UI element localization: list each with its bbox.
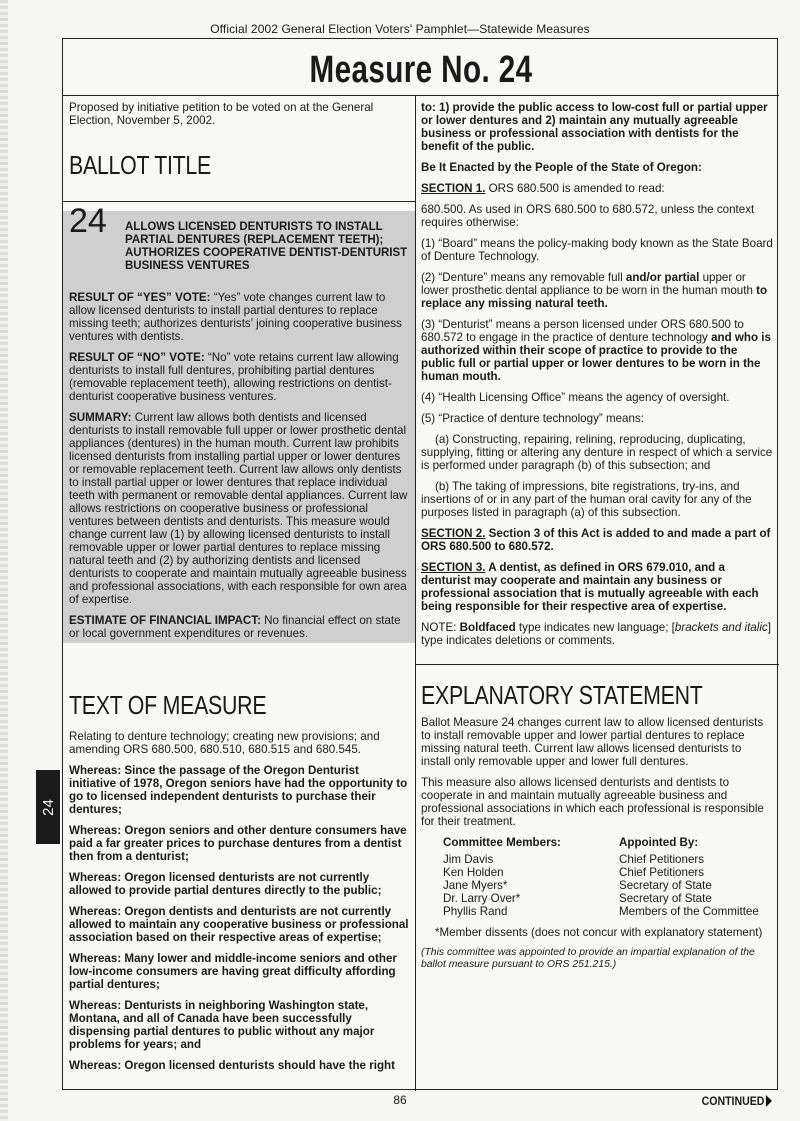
appointed-by: Secretary of State [619,879,712,892]
whereas-7: Whereas: Oregon licensed denturists should have the right [69,1059,395,1072]
section-2 [421,527,773,553]
definition-2-part-a: (2) “Denture” means any removable full [421,271,626,284]
section-2-label: SECTION 2. [421,527,486,540]
measure-title: Measure No. 24 [309,49,533,91]
definition-2 [421,271,773,310]
section-3-text: A dentist, as defined in ORS 679.010, and a denturist may cooperate and maintain any business or professional association that is mutually agreeable with each being responsible for their respective area of expertise. [421,561,759,613]
column-divider [415,95,416,1091]
summary-text: Current law allows both dentists and licensed denturists to install removable full upper or lower prosthetic dental appliances (dentures) in the human mouth. Current law prohibits licensed denturists from installing partial upper or lower dentures or removable replacement teeth. Current law allows only dentists to install partial upper or lower dentures that replace individual teeth with permanent or removable dental appliances. Current law allows restrictions on cooperative business or professional ventures between dentists and denturists. This measure would change current law (1) by allowing licensed denturists to install removable upper or lower partial dentures to replace missing natural teeth and (2) by authorizing dentists and licensed denturists to cooperate and maintain mutually agreeable business and professional associations, with each responsible for own area of expertise. [69,411,408,606]
section-2-text: Section 3 of this Act is added to and made a part of ORS 680.500 to 680.572. [421,527,771,553]
committee-members-heading: Committee Members: [443,836,561,849]
definition-3-part-b: and who is authorized within their scope of practice to provide to the public full or partial upper or lower dentures to be worn in the human mouth. [421,331,771,383]
whereas-6: Whereas: Denturists in neighboring Washington state, Montana, and all of Canada have been successfully dispensing partial dentures to public without any major problems for years; and [69,999,375,1051]
definition-5a: (a) Constructing, repairing, relining, reproducing, duplicating, supplying, fitting or altering any denture in respect of which a service is performed under paragraph (b) of this subsection; and [421,433,773,472]
member-name: Jane Myers* [443,879,508,892]
note-part-d: brackets and italic [674,621,768,634]
member-name: Ken Holden [443,866,504,879]
title-rule [63,95,779,96]
measure-frame [62,38,778,1090]
text-of-measure-section [69,690,409,1080]
section-1-text: ORS 680.500 is amended to read: [485,182,665,195]
page-header: Official 2002 General Election Voters' Pamphlet—Statewide Measures [210,22,590,36]
continued-label: CONTINUED [701,1094,765,1108]
member-name: Phyllis Rand [443,905,508,918]
measure-text-continued [421,101,773,655]
member-dissent-note: *Member dissents (does not concur with explanatory statement) [435,926,763,939]
appointed-by: Secretary of State [619,892,712,905]
appointed-by: Members of the Committee [619,905,759,918]
no-vote-text: “No” vote retains current law allowing denturists to install full dentures, prohibiting partial dentures (removable replacement teeth), allowing restrictions on dentist-denturist cooperative business ventures. [69,351,399,403]
text-of-measure-heading: TEXT OF MEASURE [69,690,267,720]
definition-5: (5) “Practice of denture technology” means: [421,412,644,425]
no-vote-label: RESULT OF “NO” VOTE: [69,351,205,364]
arrow-right-icon [766,1095,772,1107]
definition-2-part-b: and/or partial [625,271,700,284]
ballot-title-box [63,202,415,643]
whereas-4: Whereas: Oregon dentists and denturists are not currently allowed to maintain any cooperative business or professional association based on their respective areas of expertise; [69,905,409,944]
section-3-label: SECTION 3. [421,561,486,574]
committee-members-column [421,836,597,918]
summary [69,411,409,606]
explanatory-rule [415,664,779,665]
yes-vote-result [69,291,409,343]
whereas-1: Whereas: Since the passage of the Oregon Denturist initiative of 1978, Oregon seniors have had the opportunity to go to licensed independent denturists to purchase their dentures; [69,764,408,816]
section-1 [421,182,773,195]
financial-impact-label: ESTIMATE OF FINANCIAL IMPACT: [69,614,261,627]
note-part-e: ] type indicates deletions or comments. [421,621,771,647]
committee-note: (This committee was appointed to provide an impartial explanation of the ballot measure pursuant to ORS 251.215.) [421,947,755,970]
member-name: Jim Davis [443,853,494,866]
section-3 [421,561,773,613]
section-1-label: SECTION 1. [421,182,486,195]
explanatory-para-1: Ballot Measure 24 changes current law to allow licensed denturists to install removable upper and lower partial dentures to replace missing natural teeth. Current law allows licensed denturists to install only removable upper and lower full dentures. [421,716,764,768]
no-vote-result [69,351,409,403]
continued-indicator [701,1094,772,1108]
relating-clause: Relating to denture technology; creating new provisions; and amending ORS 680.500, 680.510, 680.515 and 680.545. [69,730,380,756]
definition-3 [421,318,773,383]
definition-1: (1) “Board” means the policy-making body known as the State Board of Denture Technology. [421,237,773,263]
yes-vote-text: “Yes” vote changes current law to allow licensed denturists to install partial dentures to replace missing teeth; authorizes denturists' joining cooperative business ventures with dentists. [69,291,402,343]
ballot-title-rule [63,201,415,202]
ballot-number: 24 [69,202,107,240]
definition-3-part-a: (3) “Denturist” means a person licensed under ORS 680.500 to 680.572 to engage in the practice of denture technology [421,318,744,344]
intro-block [69,101,409,135]
scan-edge [0,0,8,1121]
definition-2-part-c: upper or lower prosthetic dental appliance to be worn in the human mouth [421,271,757,297]
side-tab-label: 24 [39,798,57,816]
appointed-by: Chief Petitioners [619,866,705,879]
whereas-2: Whereas: Oregon seniors and other denture consumers have paid a far greater prices to purchase dentures from a dentist then from a denturist; [69,824,407,863]
type-note [421,621,773,647]
page-number: 86 [393,1093,407,1107]
note-part-c: type indicates new language; [ [515,621,675,634]
enacting-clause: Be It Enacted by the People of the State of Oregon: [421,161,702,174]
whereas-3: Whereas: Oregon licensed denturists are not currently allowed to provide partial dentures directly to the public; [69,871,382,897]
financial-impact-text: No financial effect on state or local government expenditures or revenues. [69,614,401,640]
measure-side-tab [36,770,60,844]
explanatory-heading: EXPLANATORY STATEMENT [421,680,703,710]
explanatory-para-2: This measure also allows licensed denturists and dentists to cooperate in and maintain mutually agreeable business and professional associations in which each professional is responsible for their treatment. [421,776,764,828]
appointed-by-column [597,836,773,918]
continuation-text: to: 1) provide the public access to low-cost full or partial upper or lower dentures and 2) maintain any mutually agreeable business or professional association with dentists for the benefit of the public. [421,101,768,153]
ballot-title-heading-wrap [69,150,409,180]
yes-vote-label: RESULT OF “YES” VOTE: [69,291,211,304]
appointed-by-heading: Appointed By: [619,836,699,849]
financial-impact [69,614,409,640]
ballot-caption: ALLOWS LICENSED DENTURISTS TO INSTALL PARTIAL DENTURES (REPLACEMENT TEETH); AUTHORIZES COOPERATIVE DENTIST-DENTURIST BUSINESS VENTURES [125,221,408,272]
definitions-intro: 680.500. As used in ORS 680.500 to 680.572, unless the context requires otherwise: [421,203,755,229]
note-part-a: NOTE: [421,621,460,634]
member-name: Dr. Larry Over* [443,892,521,905]
ballot-title-heading: BALLOT TITLE [69,150,212,180]
intro-text: Proposed by initiative petition to be voted on at the General Election, November 5, 2002. [69,101,374,127]
appointed-by: Chief Petitioners [619,853,705,866]
committee-table [421,836,773,918]
summary-label: SUMMARY: [69,411,132,424]
note-part-b: Boldfaced [459,621,516,634]
explanatory-section [421,680,773,979]
definition-2-part-d: to replace any missing natural teeth. [421,284,768,310]
definition-5b: (b) The taking of impressions, bite registrations, try-ins, and insertions of or in any part of the human oral cavity for any of the purposes listed in paragraph (a) of this subsection. [421,480,752,519]
definition-4: (4) “Health Licensing Office” means the agency of oversight. [421,391,730,404]
whereas-5: Whereas: Many lower and middle-income seniors and other low-income consumers are having great difficulty affording partial dentures; [69,952,397,991]
